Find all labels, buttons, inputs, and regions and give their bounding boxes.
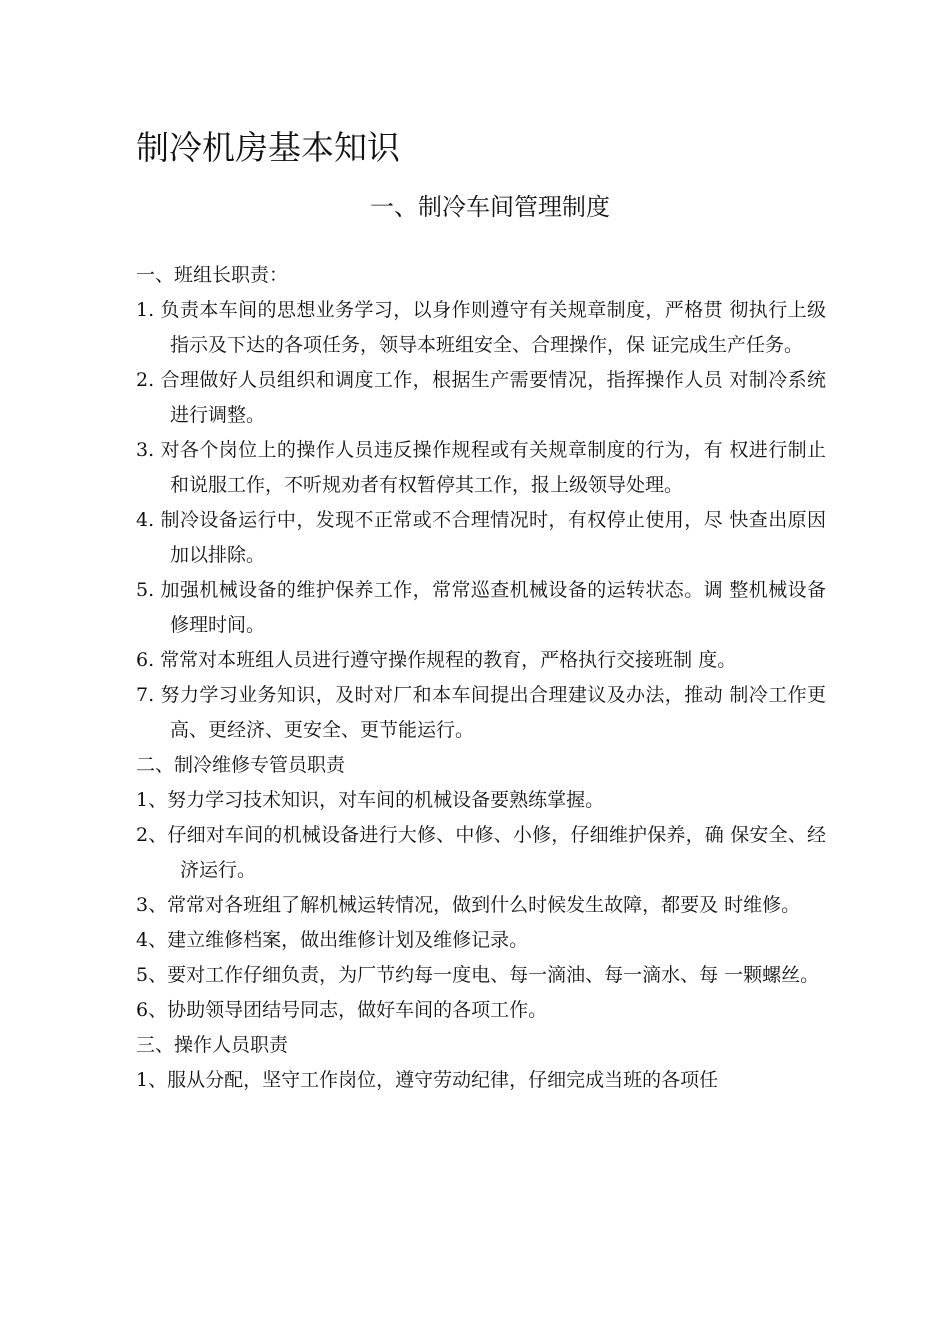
list-item: 6、协助领导团结号同志，做好车间的各项工作。 bbox=[136, 999, 548, 1021]
list-item: 5. 加强机械设备的维护保养工作，常常巡查机械设备的运转状态。调 整机械设备修理时间。 bbox=[136, 579, 826, 636]
list-item: 1. 负责本车间的思想业务学习，以身作则遵守有关规章制度，严格贯 彻执行上级指示及下达的各项任务，领导本班组安全、合理操作，保 证完成生产任务。 bbox=[136, 299, 826, 356]
list-item: 4、建立维修档案，做出维修计划及维修记录。 bbox=[136, 929, 529, 951]
list-item: 1、努力学习技术知识，对车间的机械设备要熟练掌握。 bbox=[136, 789, 605, 811]
section-title: 一、制冷车间管理制度 bbox=[370, 193, 610, 221]
list-item: 3、常常对各班组了解机械运转情况，做到什么时候发生故障，都要及 时维修。 bbox=[136, 894, 801, 916]
list-item: 2. 合理做好人员组织和调度工作，根据生产需要情况，指挥操作人员 对制冷系统进行调整。 bbox=[136, 369, 826, 426]
list-item: 4. 制冷设备运行中，发现不正常或不合理情况时，有权停止使用，尽 快查出原因加以排除。 bbox=[136, 509, 826, 566]
document-body bbox=[136, 258, 826, 1098]
list-item: 2、仔细对车间的机械设备进行大修、中修、小修，仔细维护保养，确 保安全、经济运行。 bbox=[136, 824, 826, 881]
list-item: 3. 对各个岗位上的操作人员违反操作规程或有关规章制度的行为，有 权进行制止和说服工作，不听规劝者有权暂停其工作，报上级领导处理。 bbox=[136, 439, 826, 496]
list-item: 1、服从分配，坚守工作岗位，遵守劳动纪律，仔细完成当班的各项任 bbox=[136, 1069, 719, 1091]
subsection-heading: 二、制冷维修专管员职责 bbox=[136, 754, 346, 776]
list-item: 6. 常常对本班组人员进行遵守操作规程的教育，严格执行交接班制 度。 bbox=[136, 649, 737, 671]
subsection-heading: 一、班组长职责： bbox=[136, 264, 289, 286]
subsection-heading: 三、操作人员职责 bbox=[136, 1034, 289, 1056]
list-item: 7. 努力学习业务知识，及时对厂和本车间提出合理建议及办法，推动 制冷工作更高、更经济、更安全、更节能运行。 bbox=[136, 684, 826, 741]
document-title: 制冷机房基本知识 bbox=[136, 128, 400, 167]
list-item: 5、要对工作仔细负责，为厂节约每一度电、每一滴油、每一滴水、每 一颗螺丝。 bbox=[136, 964, 820, 986]
